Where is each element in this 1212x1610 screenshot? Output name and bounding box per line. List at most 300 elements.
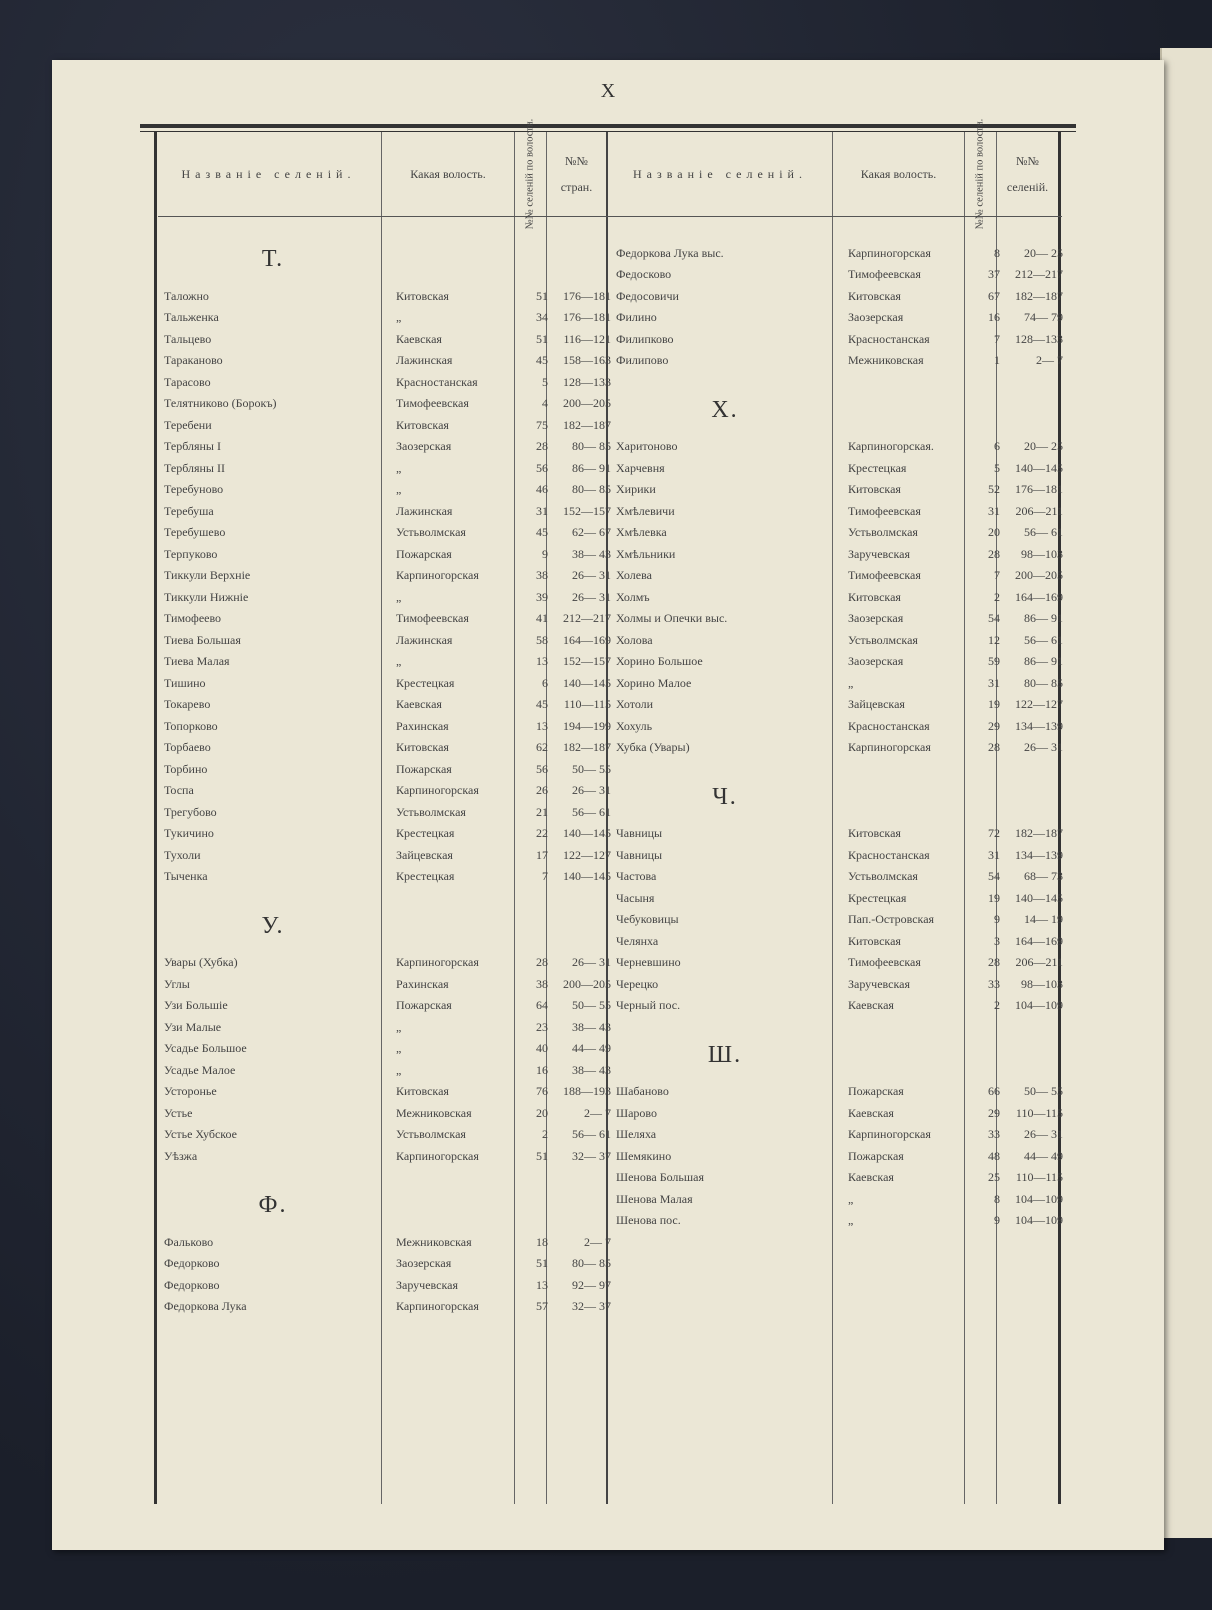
village-number: 13	[536, 718, 548, 733]
volost-name: Карпиногорская	[396, 783, 479, 797]
table-row	[610, 1123, 1062, 1145]
village-number: 7	[994, 331, 1000, 346]
page-range: 80— 85	[572, 482, 611, 496]
page-range: 122—127	[1015, 697, 1063, 711]
table-row	[158, 822, 610, 844]
village-name: Тоспа	[164, 783, 194, 797]
page-range: 80— 85	[1024, 675, 1063, 690]
volost-name: Зайцевская	[848, 697, 905, 711]
section-letter: У.	[261, 912, 285, 939]
village-name: Тукичино	[164, 826, 214, 840]
village-number: 58	[536, 632, 548, 647]
volost-name: Крестецкая	[848, 460, 907, 475]
village-number: 72	[988, 826, 1000, 840]
village-number: 17	[536, 847, 548, 862]
village-name: Харчевня	[616, 460, 665, 475]
table-row	[158, 865, 610, 887]
page-range: 110—115	[1015, 1170, 1063, 1184]
village-name: Устье Хубское	[164, 1127, 238, 1141]
page-range: 110—115	[1015, 1105, 1063, 1120]
volost-name: Каевская	[848, 1170, 894, 1184]
page-range: 86— 91	[572, 460, 611, 475]
village-name: Шемякино	[616, 1148, 672, 1163]
page-range: 2— 7	[584, 1234, 611, 1249]
village-name: Тарасово	[164, 374, 211, 389]
volost-name: Заозерская	[396, 439, 452, 453]
page-range: 212—217	[1015, 267, 1063, 281]
table-row	[158, 994, 610, 1016]
village-name: Увары (Хубка)	[164, 955, 238, 969]
page-range: 104—109	[1015, 998, 1063, 1012]
table-row	[610, 564, 1062, 586]
village-number: 54	[988, 869, 1000, 883]
village-number: 6	[542, 675, 548, 690]
table-row	[610, 457, 1062, 479]
page-range: 122—127	[563, 847, 611, 862]
page-range: 68— 73	[1024, 869, 1063, 883]
volost-name: Заручевская	[848, 976, 910, 991]
volost-name: „	[396, 1041, 402, 1055]
volost-name: Крестецкая	[848, 890, 907, 905]
volost-name: „	[396, 460, 402, 475]
village-number: 51	[536, 1148, 548, 1163]
page-range: 74— 79	[1024, 310, 1063, 324]
table-row	[158, 435, 610, 457]
village-number: 64	[536, 998, 548, 1012]
volost-name: Пожарская	[396, 998, 452, 1012]
village-number: 51	[536, 288, 548, 303]
village-number: 38	[536, 568, 548, 582]
top-rule	[140, 124, 1076, 128]
village-number: 52	[988, 482, 1000, 496]
volost-name: Китовская	[396, 417, 449, 432]
table-row	[610, 306, 1062, 328]
table-row	[610, 1209, 1062, 1231]
village-name: Шенова пос.	[616, 1213, 681, 1227]
volost-name: Каевская	[848, 998, 894, 1012]
village-number: 51	[536, 1256, 548, 1270]
table-row	[610, 1145, 1062, 1167]
volost-name: „	[396, 589, 402, 604]
volost-name: „	[848, 1213, 854, 1227]
village-number: 76	[536, 1084, 548, 1098]
page-range: 164—169	[1015, 933, 1063, 948]
section-letter-row	[610, 1016, 1062, 1081]
village-name: Филипово	[616, 353, 669, 367]
volost-name: Лажинская	[396, 632, 453, 647]
page-range: 164—169	[563, 632, 611, 647]
header-pages	[547, 132, 606, 216]
document-page	[52, 60, 1164, 1550]
volost-name: Лажинская	[396, 353, 453, 367]
village-name: Телятниково (Борокъ)	[164, 396, 277, 410]
page-range: 212—217	[563, 611, 611, 625]
page-range: 62— 67	[572, 525, 611, 539]
village-name: Шарово	[616, 1105, 658, 1120]
volost-name: Тимофеевская	[848, 955, 921, 969]
table-row	[158, 457, 610, 479]
table-row	[610, 242, 1062, 264]
page-range: 182—187	[1015, 288, 1063, 303]
table-row	[158, 414, 610, 436]
village-name: Узи Малые	[164, 1019, 222, 1034]
village-number: 45	[536, 525, 548, 539]
volost-name: Лажинская	[396, 503, 453, 518]
table-row	[610, 1102, 1062, 1124]
volost-name: Устьволмская	[396, 804, 466, 819]
volost-name: Устьволмская	[848, 632, 918, 647]
table-row	[610, 693, 1062, 715]
page-range: 32— 37	[572, 1299, 611, 1313]
village-name: Федосково	[616, 267, 672, 281]
village-name: Устье	[164, 1105, 193, 1120]
table-row	[610, 1188, 1062, 1210]
left-column	[158, 220, 610, 1317]
header-pages-word-right: селеній.	[1006, 180, 1049, 194]
village-name: Федорково	[164, 1256, 220, 1270]
page-range: 182—187	[563, 417, 611, 432]
header-name-right: Названіе селеній.	[633, 166, 807, 181]
page-range: 104—109	[1015, 1191, 1063, 1206]
volost-name: Заручевская	[396, 1277, 458, 1292]
volost-name: Карпиногорская	[848, 245, 931, 260]
page-range: 98—103	[1021, 546, 1063, 561]
village-name: Тальцево	[164, 331, 212, 346]
village-number: 31	[988, 503, 1000, 518]
volost-name: Тимофеевская	[396, 396, 469, 410]
village-number: 26	[536, 783, 548, 797]
village-number: 62	[536, 740, 548, 754]
table-row	[610, 1080, 1062, 1102]
volost-name: Устьволмская	[848, 869, 918, 883]
page-range: 152—157	[563, 654, 611, 668]
page-range: 14— 19	[1024, 912, 1063, 926]
page-range: 86— 91	[1024, 654, 1063, 668]
village-number: 13	[536, 654, 548, 668]
village-number: 25	[988, 1170, 1000, 1184]
village-number: 38	[536, 976, 548, 991]
volost-name: „	[396, 482, 402, 496]
volost-name: Карпиногорская	[396, 955, 479, 969]
volost-name: Крестецкая	[396, 826, 455, 840]
village-number: 20	[536, 1105, 548, 1120]
table-row	[610, 435, 1062, 457]
section-letter: Ф.	[258, 1192, 288, 1218]
village-name: Углы	[164, 976, 190, 991]
volost-name: Заозерская	[848, 611, 904, 625]
village-name: Устоpонье	[164, 1084, 217, 1098]
volost-name: Китовская	[848, 288, 901, 303]
header-volost-right: Какая волость.	[860, 166, 937, 181]
table-row	[158, 736, 610, 758]
village-name: Частова	[616, 869, 657, 883]
page-range: 194—199	[563, 718, 611, 733]
volost-name: Красностанская	[848, 718, 930, 733]
page-range: 140—145	[563, 869, 611, 883]
page-range: 20— 25	[1024, 439, 1063, 453]
volost-name: Устьволмская	[396, 1127, 466, 1141]
page-range: 158—163	[563, 353, 611, 367]
village-name: Челянха	[616, 933, 659, 948]
village-name: Усадье Малое	[164, 1062, 236, 1077]
page-range: 56— 61	[1024, 632, 1063, 647]
header-num-in-volost-right	[965, 118, 996, 230]
table-row	[610, 349, 1062, 371]
table-row	[158, 392, 610, 414]
village-name: Черневшино	[616, 955, 681, 969]
village-name: Шабаново	[616, 1084, 669, 1098]
table-row	[610, 887, 1062, 909]
village-name: Федорково	[164, 1277, 220, 1292]
volost-name: „	[396, 1062, 402, 1077]
village-name: Черецко	[616, 976, 659, 991]
village-number: 2	[994, 998, 1000, 1012]
table-row	[610, 672, 1062, 694]
table-row	[158, 607, 610, 629]
volost-name: Пожарская	[396, 546, 452, 561]
left-border	[154, 132, 157, 1504]
volost-name: Красностанская	[848, 847, 930, 862]
village-number: 40	[536, 1041, 548, 1055]
header-num-in-volost	[515, 118, 546, 230]
village-number: 9	[994, 912, 1000, 926]
header-rule	[158, 216, 1062, 217]
village-name: Хмѣльники	[616, 546, 676, 561]
volost-name: Каевская	[848, 1105, 894, 1120]
header-volost: Какая волость.	[410, 166, 486, 181]
village-number: 56	[536, 460, 548, 475]
village-name: Тиккули Верхніе	[164, 568, 251, 582]
table-row	[158, 1145, 610, 1167]
village-number: 16	[536, 1062, 548, 1077]
village-number: 19	[988, 697, 1000, 711]
volost-name: Пожарская	[396, 761, 452, 776]
village-name: Федоркова Лука выс.	[616, 245, 724, 260]
village-name: Токарево	[164, 697, 211, 711]
table-row	[610, 951, 1062, 973]
village-name: Холова	[616, 632, 653, 647]
volost-name: Китовская	[396, 288, 449, 303]
table-row	[610, 607, 1062, 629]
page-range: 26— 31	[572, 955, 611, 969]
village-number: 33	[988, 976, 1000, 991]
village-number: 66	[988, 1084, 1000, 1098]
village-name: Холмъ	[616, 589, 650, 604]
volost-name: Китовская	[848, 933, 901, 948]
page-range: 32— 37	[572, 1148, 611, 1163]
page-range: 140—145	[563, 826, 611, 840]
volost-name: Карпиногорская	[848, 1127, 931, 1141]
village-number: 13	[536, 1277, 548, 1292]
page-range: 152—157	[563, 503, 611, 518]
volost-name: Устьволмская	[396, 525, 466, 539]
page-range: 206—211	[1015, 503, 1063, 518]
village-number: 2	[542, 1127, 548, 1141]
volost-name: Межниковская	[396, 1105, 472, 1120]
village-name: Тыченка	[164, 869, 208, 883]
village-number: 67	[988, 288, 1000, 303]
page-range: 104—109	[1015, 1213, 1063, 1227]
village-name: Филипково	[616, 331, 674, 346]
page-range: 92— 97	[572, 1277, 611, 1292]
volost-name: Каевская	[396, 331, 442, 346]
table-row	[158, 715, 610, 737]
village-name: Хотоли	[616, 697, 654, 711]
table-row	[610, 650, 1062, 672]
header-num-in-volost-text: №№ селеній по волости.	[524, 118, 536, 230]
table-row	[610, 994, 1062, 1016]
page-range: 176—181	[563, 310, 611, 324]
table-row	[610, 478, 1062, 500]
page-range: 20— 25	[1024, 245, 1063, 260]
page-range: 56— 61	[572, 1127, 611, 1141]
village-name: Шеляха	[616, 1127, 657, 1141]
page-range: 140—145	[563, 675, 611, 690]
page-range: 200—205	[1015, 568, 1063, 582]
header-num-in-volost-right-text: №№ селеній по волости.	[974, 118, 986, 230]
volost-name: Карпиногорская	[396, 568, 479, 582]
section-letter-row	[610, 758, 1062, 823]
page-range: 176—181	[1015, 482, 1063, 496]
village-number: 20	[988, 525, 1000, 539]
page-range: 26— 31	[1024, 740, 1063, 754]
page-range: 128—133	[1015, 331, 1063, 346]
table-row	[610, 521, 1062, 543]
table-row	[158, 586, 610, 608]
village-name: Хорино Большое	[616, 654, 703, 668]
page-range: 128—133	[563, 374, 611, 389]
table-row	[158, 1037, 610, 1059]
table-row	[158, 672, 610, 694]
village-name: Харитоново	[616, 439, 678, 453]
page-range: 80— 85	[572, 439, 611, 453]
village-number: 28	[988, 740, 1000, 754]
village-number: 12	[988, 632, 1000, 647]
village-number: 57	[536, 1299, 548, 1313]
village-number: 21	[536, 804, 548, 819]
page-range: 56— 61	[572, 804, 611, 819]
volost-name: Тимофеевская	[848, 568, 921, 582]
village-number: 54	[988, 611, 1000, 625]
volost-name: Тимофеевская	[396, 611, 469, 625]
page-range: 26— 31	[572, 589, 611, 604]
village-number: 4	[542, 396, 548, 410]
village-number: 31	[536, 503, 548, 518]
page-range: 44— 49	[572, 1041, 611, 1055]
next-page-edge	[1160, 48, 1212, 1538]
village-number: 22	[536, 826, 548, 840]
table-row	[610, 629, 1062, 651]
village-name: Топорково	[164, 718, 218, 733]
village-name: Торбино	[164, 761, 208, 776]
table-row	[610, 715, 1062, 737]
village-name: Часыня	[616, 890, 655, 905]
village-number: 28	[988, 955, 1000, 969]
village-name: Фальково	[164, 1234, 214, 1249]
village-number: 28	[536, 439, 548, 453]
volost-name: Крестецкая	[396, 869, 455, 883]
village-name: Хмѣлевичи	[616, 503, 675, 518]
village-number: 2	[994, 589, 1000, 604]
volost-name: „	[396, 654, 402, 668]
village-number: 5	[542, 374, 548, 389]
village-number: 37	[988, 267, 1000, 281]
volost-name: Китовская	[848, 482, 901, 496]
volost-name: Пожарская	[848, 1084, 904, 1098]
table-row	[610, 285, 1062, 307]
table-row	[610, 1166, 1062, 1188]
village-number: 23	[536, 1019, 548, 1034]
page-range: 176—181	[563, 288, 611, 303]
page-range: 182—187	[1015, 826, 1063, 840]
header-pages-symbol: №№	[565, 154, 588, 168]
village-name: Хубка (Увары)	[616, 740, 690, 754]
page-range: 140—145	[1015, 460, 1063, 475]
page-range: 200—205	[563, 396, 611, 410]
village-number: 3	[994, 933, 1000, 948]
village-name: Федоркова Лука	[164, 1299, 247, 1313]
volost-name: Рахинская	[396, 976, 449, 991]
village-number: 6	[994, 439, 1000, 453]
village-number: 8	[994, 245, 1000, 260]
page-range: 188—193	[563, 1084, 611, 1098]
table-row	[158, 306, 610, 328]
table-row	[610, 736, 1062, 758]
volost-name: Карпиногорская	[396, 1148, 479, 1163]
table-row	[610, 822, 1062, 844]
page-range: 2— 7	[584, 1105, 611, 1120]
table-row	[158, 951, 610, 973]
village-name: Теребени	[164, 417, 212, 432]
volost-name: Красностанская	[396, 374, 478, 389]
volost-name: Китовская	[396, 1084, 449, 1098]
village-number: 29	[988, 1105, 1000, 1120]
village-number: 9	[994, 1213, 1000, 1227]
table-row	[158, 758, 610, 780]
page-range: 56— 61	[1024, 525, 1063, 539]
section-letter: Х.	[711, 396, 739, 423]
village-number: 28	[536, 955, 548, 969]
village-name: Хохуль	[616, 718, 653, 733]
table-row	[158, 564, 610, 586]
volost-name: Устьволмская	[848, 525, 918, 539]
table-row	[610, 844, 1062, 866]
village-name: Тухоли	[164, 847, 201, 862]
village-name: Тербляны II	[164, 460, 225, 475]
volost-name: Тимофеевская	[848, 267, 921, 281]
page-range: 206—211	[1015, 955, 1063, 969]
village-number: 28	[988, 546, 1000, 561]
volost-name: Карпиногорская	[396, 1299, 479, 1313]
village-name: Чебуковицы	[616, 912, 679, 926]
table-row	[610, 500, 1062, 522]
village-name: Тишино	[164, 675, 206, 690]
section-letter: Ш.	[707, 1041, 743, 1068]
village-name: Хирики	[616, 482, 656, 496]
village-number: 45	[536, 353, 548, 367]
page-range: 110—115	[563, 697, 611, 711]
table-row	[158, 500, 610, 522]
page-range: 140—145	[1015, 890, 1063, 905]
village-name: Трегубово	[164, 804, 217, 819]
volost-name: „	[848, 1191, 854, 1206]
section-letter-row	[158, 1166, 610, 1231]
table-row	[610, 263, 1062, 285]
village-name: Тербляны I	[164, 439, 221, 453]
volost-name: Карпиногорская.	[848, 439, 934, 453]
village-number: 18	[536, 1234, 548, 1249]
table-row	[610, 328, 1062, 350]
